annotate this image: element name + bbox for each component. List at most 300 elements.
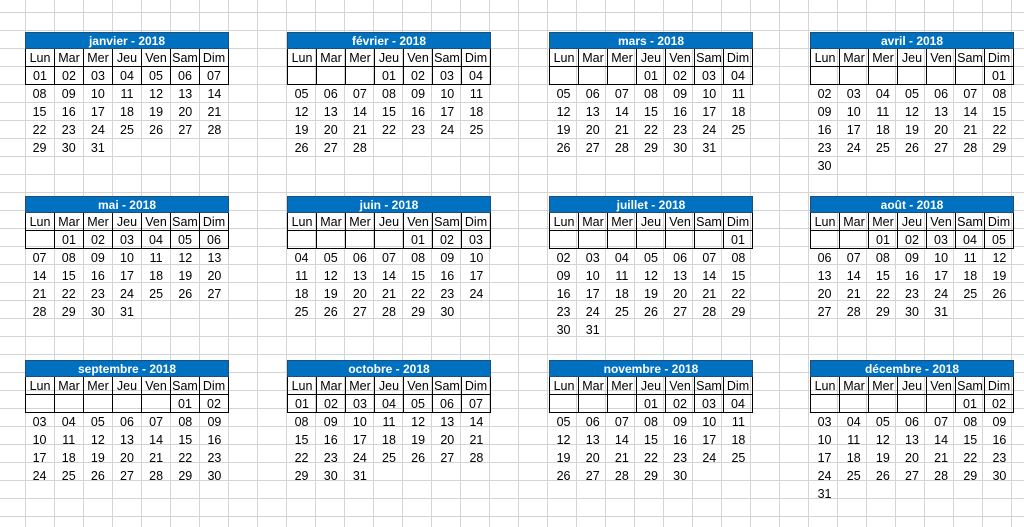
day-cell[interactable]: 07 xyxy=(382,251,396,265)
day-cell[interactable]: 03 xyxy=(927,231,956,249)
day-cell[interactable]: 04 xyxy=(875,87,890,101)
day-cell[interactable] xyxy=(956,157,985,175)
day-cell[interactable]: 11 xyxy=(62,433,76,447)
weekday-cell[interactable]: Lun xyxy=(26,213,55,231)
day-cell[interactable] xyxy=(868,157,897,175)
day-cell[interactable] xyxy=(112,139,141,157)
day-cell[interactable]: 08 xyxy=(178,415,193,429)
day-cell[interactable]: 25 xyxy=(120,123,134,137)
day-cell[interactable]: 30 xyxy=(992,469,1007,483)
day-cell[interactable] xyxy=(346,67,375,85)
day-cell[interactable]: 01 xyxy=(637,67,666,85)
day-cell[interactable]: 28 xyxy=(614,469,629,483)
day-cell[interactable]: 26 xyxy=(992,287,1007,301)
weekday-cell[interactable]: Mer xyxy=(346,49,375,67)
day-cell[interactable]: 08 xyxy=(644,415,658,429)
weekday-cell[interactable]: Ven xyxy=(142,213,171,231)
day-cell[interactable]: 16 xyxy=(440,269,455,283)
day-cell[interactable]: 04 xyxy=(724,395,753,413)
weekday-cell[interactable]: Dim xyxy=(462,213,491,231)
weekday-cell[interactable]: Mer xyxy=(84,377,113,395)
day-cell[interactable] xyxy=(927,485,956,503)
day-cell[interactable]: 03 xyxy=(346,395,375,413)
weekday-cell[interactable]: Jeu xyxy=(898,49,927,67)
day-cell[interactable]: 18 xyxy=(120,105,134,119)
day-cell[interactable]: 24 xyxy=(352,451,367,465)
day-cell[interactable]: 20 xyxy=(178,105,193,119)
day-cell[interactable]: 22 xyxy=(992,123,1007,137)
day-cell[interactable]: 13 xyxy=(905,433,919,447)
day-cell[interactable] xyxy=(637,231,666,249)
day-cell[interactable]: 23 xyxy=(207,451,222,465)
weekday-cell[interactable]: Mer xyxy=(346,213,375,231)
day-cell[interactable]: 09 xyxy=(207,415,222,429)
weekday-cell[interactable]: Dim xyxy=(985,213,1014,231)
day-cell[interactable]: 19 xyxy=(411,433,426,447)
day-cell[interactable]: 01 xyxy=(869,231,898,249)
day-cell[interactable]: 08 xyxy=(875,251,890,265)
day-cell[interactable]: 13 xyxy=(585,105,600,119)
day-cell[interactable]: 18 xyxy=(963,269,978,283)
day-cell[interactable]: 24 xyxy=(817,469,832,483)
day-cell[interactable] xyxy=(550,395,579,413)
day-cell[interactable]: 22 xyxy=(32,123,47,137)
day-cell[interactable] xyxy=(897,485,926,503)
day-cell[interactable] xyxy=(26,395,55,413)
day-cell[interactable] xyxy=(374,467,403,485)
day-cell[interactable]: 12 xyxy=(149,87,164,101)
day-cell[interactable]: 22 xyxy=(61,287,76,301)
day-cell[interactable]: 31 xyxy=(934,305,949,319)
weekday-cell[interactable]: Sam xyxy=(433,377,462,395)
day-cell[interactable]: 02 xyxy=(898,231,927,249)
day-cell[interactable]: 03 xyxy=(84,67,113,85)
day-cell[interactable]: 26 xyxy=(178,287,193,301)
day-cell[interactable]: 12 xyxy=(411,415,426,429)
day-cell[interactable]: 29 xyxy=(61,305,76,319)
day-cell[interactable] xyxy=(346,231,375,249)
day-cell[interactable]: 09 xyxy=(817,105,832,119)
day-cell[interactable] xyxy=(868,485,897,503)
day-cell[interactable]: 13 xyxy=(817,269,832,283)
weekday-cell[interactable]: Jeu xyxy=(637,377,666,395)
day-cell[interactable]: 14 xyxy=(207,87,222,101)
day-cell[interactable]: 07 xyxy=(963,87,978,101)
day-cell[interactable] xyxy=(579,67,608,85)
day-cell[interactable]: 22 xyxy=(411,287,426,301)
day-cell[interactable]: 08 xyxy=(294,415,309,429)
day-cell[interactable]: 29 xyxy=(875,305,890,319)
day-cell[interactable]: 30 xyxy=(90,305,105,319)
day-cell[interactable]: 07 xyxy=(702,251,717,265)
day-cell[interactable]: 14 xyxy=(614,433,629,447)
weekday-cell[interactable]: Mar xyxy=(55,377,84,395)
month-title[interactable]: décembre - 2018 xyxy=(810,360,1014,377)
day-cell[interactable]: 25 xyxy=(614,305,629,319)
month-title[interactable]: février - 2018 xyxy=(287,32,491,49)
day-cell[interactable]: 05 xyxy=(323,251,338,265)
day-cell[interactable]: 11 xyxy=(731,415,745,429)
day-cell[interactable] xyxy=(956,303,985,321)
day-cell[interactable]: 03 xyxy=(113,231,142,249)
weekday-cell[interactable]: Lun xyxy=(288,213,317,231)
day-cell[interactable] xyxy=(462,139,491,157)
day-cell[interactable]: 14 xyxy=(614,105,629,119)
day-cell[interactable]: 28 xyxy=(469,451,484,465)
day-cell[interactable]: 30 xyxy=(61,141,76,155)
day-cell[interactable]: 28 xyxy=(382,305,396,319)
day-cell[interactable]: 12 xyxy=(90,433,105,447)
day-cell[interactable]: 20 xyxy=(585,451,600,465)
weekday-cell[interactable]: Ven xyxy=(666,377,695,395)
weekday-cell[interactable]: Sam xyxy=(171,213,200,231)
day-cell[interactable]: 21 xyxy=(382,287,396,301)
day-cell[interactable]: 27 xyxy=(585,141,600,155)
weekday-cell[interactable]: Ven xyxy=(404,377,433,395)
day-cell[interactable]: 03 xyxy=(695,67,724,85)
day-cell[interactable]: 20 xyxy=(352,287,367,301)
day-cell[interactable]: 21 xyxy=(207,105,222,119)
day-cell[interactable]: 05 xyxy=(294,87,309,101)
day-cell[interactable]: 23 xyxy=(673,451,688,465)
day-cell[interactable]: 04 xyxy=(956,231,985,249)
day-cell[interactable]: 02 xyxy=(55,67,84,85)
weekday-cell[interactable]: Sam xyxy=(433,213,462,231)
day-cell[interactable]: 25 xyxy=(963,287,978,301)
day-cell[interactable]: 21 xyxy=(963,123,978,137)
weekday-cell[interactable]: Sam xyxy=(956,213,985,231)
day-cell[interactable]: 26 xyxy=(905,141,919,155)
day-cell[interactable]: 28 xyxy=(846,305,861,319)
weekday-cell[interactable]: Ven xyxy=(666,49,695,67)
day-cell[interactable]: 27 xyxy=(440,451,455,465)
day-cell[interactable]: 18 xyxy=(614,287,629,301)
day-cell[interactable]: 21 xyxy=(32,287,47,301)
day-cell[interactable]: 15 xyxy=(875,269,890,283)
day-cell[interactable]: 17 xyxy=(469,269,484,283)
day-cell[interactable]: 15 xyxy=(32,105,47,119)
day-cell[interactable] xyxy=(288,231,317,249)
day-cell[interactable]: 11 xyxy=(847,433,861,447)
day-cell[interactable]: 24 xyxy=(90,123,105,137)
day-cell[interactable]: 24 xyxy=(585,305,600,319)
day-cell[interactable]: 22 xyxy=(382,123,396,137)
day-cell[interactable]: 01 xyxy=(26,67,55,85)
day-cell[interactable]: 18 xyxy=(875,123,890,137)
day-cell[interactable]: 24 xyxy=(702,123,717,137)
day-cell[interactable] xyxy=(695,321,724,339)
day-cell[interactable]: 06 xyxy=(673,251,688,265)
weekday-cell[interactable]: Lun xyxy=(26,49,55,67)
day-cell[interactable]: 05 xyxy=(644,251,658,265)
day-cell[interactable]: 06 xyxy=(585,415,600,429)
day-cell[interactable] xyxy=(695,231,724,249)
day-cell[interactable]: 23 xyxy=(61,123,76,137)
day-cell[interactable]: 10 xyxy=(702,87,717,101)
day-cell[interactable]: 04 xyxy=(375,395,404,413)
day-cell[interactable]: 14 xyxy=(149,433,164,447)
weekday-cell[interactable]: Jeu xyxy=(375,49,404,67)
day-cell[interactable]: 03 xyxy=(817,415,832,429)
day-cell[interactable]: 06 xyxy=(817,251,832,265)
day-cell[interactable]: 17 xyxy=(120,269,134,283)
day-cell[interactable]: 08 xyxy=(963,415,978,429)
day-cell[interactable]: 30 xyxy=(817,159,832,173)
day-cell[interactable]: 20 xyxy=(120,451,134,465)
day-cell[interactable]: 25 xyxy=(294,305,309,319)
day-cell[interactable]: 25 xyxy=(731,123,746,137)
day-cell[interactable] xyxy=(840,67,869,85)
day-cell[interactable]: 20 xyxy=(440,433,455,447)
day-cell[interactable]: 19 xyxy=(992,269,1007,283)
day-cell[interactable]: 27 xyxy=(207,287,222,301)
day-cell[interactable]: 15 xyxy=(382,105,396,119)
day-cell[interactable]: 16 xyxy=(905,269,919,283)
day-cell[interactable]: 19 xyxy=(905,123,919,137)
day-cell[interactable] xyxy=(695,467,724,485)
day-cell[interactable]: 16 xyxy=(992,433,1007,447)
day-cell[interactable]: 16 xyxy=(90,269,105,283)
day-cell[interactable]: 24 xyxy=(32,469,47,483)
day-cell[interactable]: 16 xyxy=(323,433,338,447)
day-cell[interactable]: 12 xyxy=(556,105,571,119)
day-cell[interactable]: 09 xyxy=(411,87,426,101)
day-cell[interactable] xyxy=(84,395,113,413)
day-cell[interactable]: 09 xyxy=(61,87,76,101)
month-title[interactable]: mai - 2018 xyxy=(25,196,229,213)
day-cell[interactable]: 17 xyxy=(702,433,717,447)
day-cell[interactable]: 07 xyxy=(614,415,629,429)
weekday-cell[interactable]: Lun xyxy=(288,49,317,67)
day-cell[interactable]: 06 xyxy=(585,87,600,101)
month-title[interactable]: juillet - 2018 xyxy=(549,196,753,213)
day-cell[interactable]: 14 xyxy=(934,433,949,447)
day-cell[interactable] xyxy=(579,395,608,413)
day-cell[interactable] xyxy=(317,231,346,249)
day-cell[interactable]: 11 xyxy=(615,269,629,283)
day-cell[interactable]: 22 xyxy=(294,451,309,465)
day-cell[interactable]: 16 xyxy=(673,433,688,447)
day-cell[interactable]: 06 xyxy=(352,251,367,265)
day-cell[interactable]: 01 xyxy=(288,395,317,413)
day-cell[interactable]: 01 xyxy=(637,395,666,413)
weekday-cell[interactable]: Mar xyxy=(840,49,869,67)
day-cell[interactable] xyxy=(608,395,637,413)
weekday-cell[interactable]: Jeu xyxy=(637,49,666,67)
day-cell[interactable] xyxy=(550,67,579,85)
day-cell[interactable] xyxy=(956,485,985,503)
day-cell[interactable]: 19 xyxy=(556,123,571,137)
weekday-cell[interactable]: Mer xyxy=(84,213,113,231)
month-title[interactable]: novembre - 2018 xyxy=(549,360,753,377)
day-cell[interactable]: 31 xyxy=(352,469,367,483)
weekday-cell[interactable]: Lun xyxy=(288,377,317,395)
day-cell[interactable]: 02 xyxy=(666,67,695,85)
day-cell[interactable]: 16 xyxy=(817,123,832,137)
day-cell[interactable]: 11 xyxy=(120,87,134,101)
day-cell[interactable]: 19 xyxy=(875,451,890,465)
day-cell[interactable]: 21 xyxy=(614,451,629,465)
day-cell[interactable] xyxy=(142,395,171,413)
day-cell[interactable]: 25 xyxy=(469,123,484,137)
day-cell[interactable]: 23 xyxy=(905,287,919,301)
day-cell[interactable]: 17 xyxy=(32,451,47,465)
weekday-cell[interactable]: Lun xyxy=(811,49,840,67)
day-cell[interactable]: 20 xyxy=(817,287,832,301)
day-cell[interactable]: 20 xyxy=(585,123,600,137)
weekday-cell[interactable]: Mer xyxy=(608,377,637,395)
day-cell[interactable]: 24 xyxy=(702,451,717,465)
day-cell[interactable]: 22 xyxy=(963,451,978,465)
day-cell[interactable]: 19 xyxy=(149,105,164,119)
day-cell[interactable]: 10 xyxy=(702,415,717,429)
day-cell[interactable]: 22 xyxy=(644,451,658,465)
weekday-cell[interactable]: Lun xyxy=(550,377,579,395)
day-cell[interactable] xyxy=(113,395,142,413)
day-cell[interactable]: 30 xyxy=(673,141,688,155)
day-cell[interactable] xyxy=(724,321,753,339)
weekday-cell[interactable]: Sam xyxy=(695,213,724,231)
day-cell[interactable]: 16 xyxy=(673,105,688,119)
weekday-cell[interactable]: Mer xyxy=(608,213,637,231)
weekday-cell[interactable]: Mar xyxy=(317,49,346,67)
day-cell[interactable] xyxy=(404,467,433,485)
day-cell[interactable]: 01 xyxy=(55,231,84,249)
weekday-cell[interactable]: Jeu xyxy=(375,213,404,231)
weekday-cell[interactable]: Ven xyxy=(927,377,956,395)
day-cell[interactable]: 07 xyxy=(462,395,491,413)
weekday-cell[interactable]: Mar xyxy=(55,49,84,67)
day-cell[interactable]: 17 xyxy=(352,433,367,447)
day-cell[interactable]: 10 xyxy=(120,251,134,265)
day-cell[interactable]: 01 xyxy=(985,67,1014,85)
weekday-cell[interactable]: Dim xyxy=(985,377,1014,395)
day-cell[interactable]: 29 xyxy=(731,305,746,319)
day-cell[interactable]: 08 xyxy=(61,251,76,265)
day-cell[interactable]: 12 xyxy=(875,433,890,447)
day-cell[interactable]: 21 xyxy=(934,451,949,465)
day-cell[interactable]: 11 xyxy=(382,415,396,429)
day-cell[interactable]: 10 xyxy=(817,433,832,447)
day-cell[interactable]: 27 xyxy=(352,305,367,319)
day-cell[interactable]: 22 xyxy=(178,451,193,465)
day-cell[interactable]: 03 xyxy=(585,251,600,265)
day-cell[interactable]: 14 xyxy=(32,269,47,283)
day-cell[interactable] xyxy=(898,395,927,413)
day-cell[interactable]: 03 xyxy=(433,67,462,85)
day-cell[interactable]: 10 xyxy=(32,433,47,447)
weekday-cell[interactable]: Jeu xyxy=(113,377,142,395)
weekday-cell[interactable]: Dim xyxy=(724,213,753,231)
day-cell[interactable]: 10 xyxy=(440,87,455,101)
day-cell[interactable]: 18 xyxy=(61,451,76,465)
day-cell[interactable]: 27 xyxy=(905,469,919,483)
day-cell[interactable]: 13 xyxy=(323,105,338,119)
day-cell[interactable]: 23 xyxy=(556,305,571,319)
day-cell[interactable]: 12 xyxy=(992,251,1007,265)
day-cell[interactable]: 02 xyxy=(985,395,1014,413)
day-cell[interactable]: 05 xyxy=(142,67,171,85)
day-cell[interactable]: 06 xyxy=(905,415,919,429)
day-cell[interactable]: 15 xyxy=(731,269,746,283)
day-cell[interactable]: 27 xyxy=(934,141,949,155)
day-cell[interactable]: 20 xyxy=(323,123,338,137)
day-cell[interactable]: 06 xyxy=(934,87,949,101)
day-cell[interactable]: 04 xyxy=(142,231,171,249)
day-cell[interactable]: 17 xyxy=(440,105,455,119)
day-cell[interactable] xyxy=(636,321,665,339)
day-cell[interactable]: 04 xyxy=(294,251,309,265)
day-cell[interactable] xyxy=(898,67,927,85)
day-cell[interactable] xyxy=(985,485,1014,503)
day-cell[interactable]: 01 xyxy=(956,395,985,413)
day-cell[interactable]: 19 xyxy=(556,451,571,465)
day-cell[interactable]: 10 xyxy=(469,251,484,265)
day-cell[interactable]: 14 xyxy=(382,269,396,283)
day-cell[interactable]: 31 xyxy=(702,141,717,155)
month-title[interactable]: avril - 2018 xyxy=(810,32,1014,49)
weekday-cell[interactable]: Ven xyxy=(142,377,171,395)
weekday-cell[interactable]: Mar xyxy=(317,213,346,231)
day-cell[interactable]: 09 xyxy=(440,251,455,265)
day-cell[interactable]: 27 xyxy=(120,469,134,483)
day-cell[interactable]: 08 xyxy=(992,87,1007,101)
month-title[interactable]: juin - 2018 xyxy=(287,196,491,213)
day-cell[interactable]: 05 xyxy=(404,395,433,413)
weekday-cell[interactable]: Jeu xyxy=(898,377,927,395)
day-cell[interactable]: 11 xyxy=(731,87,745,101)
day-cell[interactable]: 20 xyxy=(207,269,222,283)
weekday-cell[interactable]: Lun xyxy=(550,49,579,67)
day-cell[interactable]: 04 xyxy=(724,67,753,85)
month-title[interactable]: janvier - 2018 xyxy=(25,32,229,49)
weekday-cell[interactable]: Ven xyxy=(404,49,433,67)
day-cell[interactable]: 14 xyxy=(963,105,978,119)
day-cell[interactable]: 18 xyxy=(846,451,861,465)
day-cell[interactable]: 20 xyxy=(673,287,688,301)
day-cell[interactable]: 30 xyxy=(207,469,222,483)
day-cell[interactable]: 28 xyxy=(702,305,717,319)
day-cell[interactable]: 30 xyxy=(673,469,688,483)
weekday-cell[interactable]: Ven xyxy=(927,213,956,231)
month-title[interactable]: octobre - 2018 xyxy=(287,360,491,377)
day-cell[interactable]: 19 xyxy=(294,123,309,137)
day-cell[interactable]: 07 xyxy=(32,251,47,265)
day-cell[interactable] xyxy=(724,139,753,157)
weekday-cell[interactable]: Lun xyxy=(26,377,55,395)
day-cell[interactable]: 05 xyxy=(985,231,1014,249)
day-cell[interactable]: 28 xyxy=(32,305,47,319)
weekday-cell[interactable]: Ven xyxy=(142,49,171,67)
day-cell[interactable]: 07 xyxy=(149,415,164,429)
day-cell[interactable]: 28 xyxy=(352,141,367,155)
day-cell[interactable] xyxy=(897,157,926,175)
day-cell[interactable]: 26 xyxy=(90,469,105,483)
day-cell[interactable]: 04 xyxy=(846,415,861,429)
day-cell[interactable]: 31 xyxy=(585,323,600,337)
day-cell[interactable] xyxy=(985,303,1014,321)
day-cell[interactable]: 12 xyxy=(323,269,338,283)
day-cell[interactable] xyxy=(55,395,84,413)
day-cell[interactable] xyxy=(839,157,868,175)
day-cell[interactable]: 05 xyxy=(556,87,571,101)
day-cell[interactable]: 23 xyxy=(411,123,426,137)
day-cell[interactable] xyxy=(608,67,637,85)
day-cell[interactable]: 11 xyxy=(963,251,977,265)
day-cell[interactable]: 21 xyxy=(846,287,861,301)
day-cell[interactable]: 18 xyxy=(469,105,484,119)
day-cell[interactable]: 31 xyxy=(90,141,105,155)
